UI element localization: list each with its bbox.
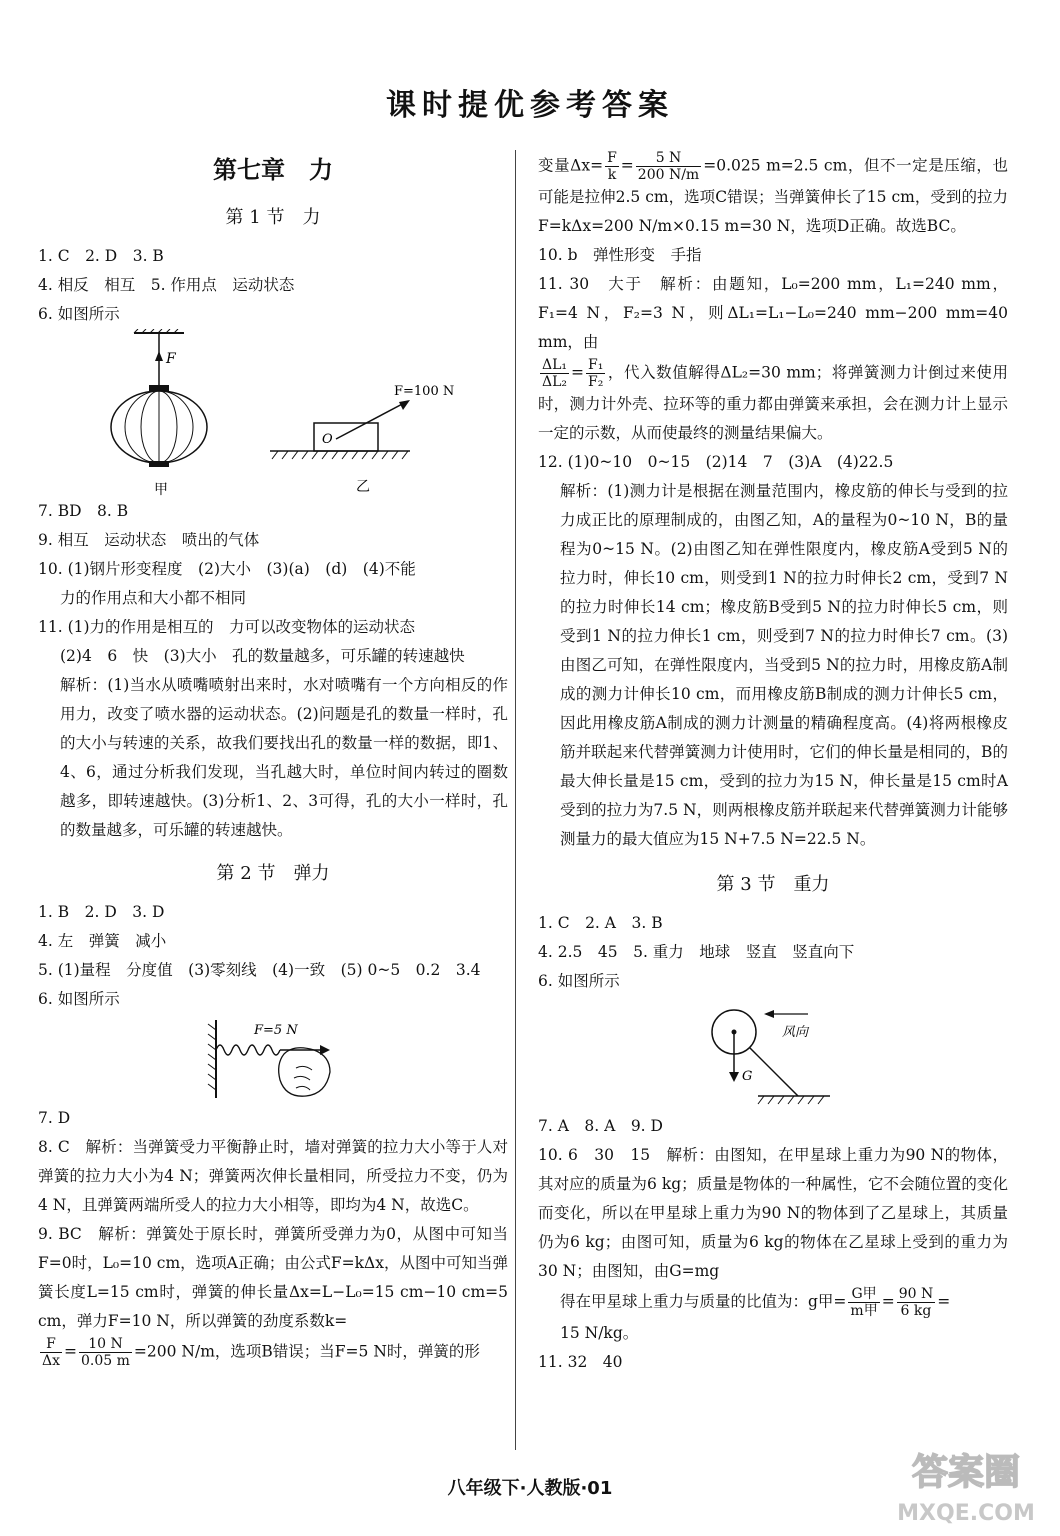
- answer-line: 10. b 弹性形变 手指: [538, 246, 702, 264]
- answer-line: 7. A 8. A 9. D: [538, 1117, 663, 1135]
- answer-paragraph: 11. 30 大于 解析：由题知，L₀=200 mm，L₁=240 mm，F₁=4 N，F₂=3 N，则ΔL₁=L₁−L₀=240 mm−200 mm=40 mm，由: [538, 275, 1008, 351]
- force-label-100N: F=100 N: [394, 384, 455, 399]
- wind-label: 风向: [782, 1025, 809, 1040]
- figure-lantern-and-block: [38, 329, 508, 497]
- fraction: $\frac{\text{F₁}}{\text{F₂}}$: [588, 357, 604, 390]
- point-label-O: O: [322, 432, 333, 447]
- answer-line: 7. D: [38, 1109, 71, 1127]
- fraction: $\frac{5 N}{200 N/m}$: [637, 150, 700, 183]
- answer-line: 12. (1)0~10 0~15 (2)14 7 (3)A (4)22.5: [538, 453, 894, 471]
- fraction: $\frac{\text{ΔL₁}}{\text{ΔL₂}}$: [542, 357, 568, 390]
- answer-paragraph: 9. BC 解析：弹簧处于原长时，弹簧所受弹力为0，从图中可知当F=0时，L₀=10 cm，选项A正确；由公式F=kΔx，从图中可知当弹簧长度L=15 cm时，弹簧的伸长量Δx=L−L₀=15 cm−10 cm=5 cm，弹力F=10 N，所以弹簧的劲度系数k=: [38, 1225, 508, 1330]
- page-title: 课时提优参考答案: [386, 88, 674, 123]
- force-diagram: [38, 329, 508, 497]
- answer-line: 力的作用点和大小都不相同: [60, 589, 247, 607]
- left-column: [38, 150, 508, 1369]
- spring-diagram: [38, 1014, 508, 1104]
- answer-paragraph: (2)4 6 快 (3)大小 孔的数量越多，可乐罐的转速越快: [60, 647, 465, 665]
- answer-line: 1. B 2. D 3. D: [38, 903, 165, 921]
- analysis-paragraph: 解析：(1)测力计是根据在测量范围内，橡皮筋的伸长与受到的拉力成正比的原理制成的，由图乙知，A的量程为0~10 N，B的量程为0~15 N。(2)由图乙知在弹性限度内，橡皮筋A受到5 N的拉力时，伸长10 cm，则受到1 N的拉力时伸长2 cm，受到7 N的拉力时伸长14 cm；橡皮筋B受到5 N的拉力时伸长5 cm，则受到1 N的拉力伸长1 cm，则受到7 N的拉力时伸长7 cm。(3)由图乙可知，在弹性限度内，当受到5 N的拉力时，用橡皮筋A制成的测力计伸长10 cm，而用橡皮筋B制成的测力计伸长5 cm，因此用橡皮筋A制成的测力计测量的精确程度高。(4)将两根橡皮筋并联起来代替弹簧测力计使用时，它们的伸长量是相同的，B的最大伸长量是15 cm，受到的拉力为15 N，伸长量是15 cm时A受到的拉力为7.5 N，则两根橡皮筋并联起来代替弹簧测力计能够测量力的最大值应为15 N+7.5 N=22.5 N。: [560, 482, 1008, 848]
- answer-paragraph: $\frac{\text{ΔL₁}}{\text{ΔL₂}}$ = $\frac{\text{F₁}}{\text{F₂}}$ ，代入数值解得ΔL₂=30 mm；将弹簧测力计倒过来使用时，测力计外壳、拉环等的重力都由弹簧来承担，会在测力计上显示一定的示数，从而使最终的测量结果偏大。: [538, 357, 1008, 442]
- answer-line: 5. (1)量程 分度值 (3)零刻线 (4)一致 (5) 0~5 0.2 3.4: [38, 961, 481, 979]
- watermark-logo: [886, 1440, 1046, 1530]
- force-label-5N: F=5 N: [254, 1023, 298, 1038]
- answer-line: 9. 相互 运动状态 喷出的气体: [38, 531, 260, 549]
- figure-label-yi: 乙: [356, 479, 370, 495]
- figure-ball-wind: [538, 996, 1008, 1112]
- fraction: $\frac{F}{k}$: [607, 150, 617, 183]
- answer-paragraph: 10. 6 30 15 解析：由图知，在甲星球上重力为90 N的物体，其对应的质量为6 kg；质量是物体的一种属性，它不会随位置的变化而变化，所以在甲星球上重力为90 N的物体到了乙星球上，其质量仍为6 kg；由图可知，质量为6 kg的物体在乙星球上受到的重力为30 N；由图知，由G=mg: [538, 1146, 1008, 1280]
- column-divider: [515, 150, 516, 1450]
- answer-line: 7. BD 8. B: [38, 502, 129, 520]
- page-footer: 八年级下·人教版·01: [447, 1478, 613, 1499]
- answer-line: 4. 左 弹簧 减小: [38, 932, 167, 950]
- answer-line: 10. (1)钢片形变程度 (2)大小 (3)(a) (d) (4)不能: [38, 560, 416, 578]
- analysis-paragraph: 解析：(1)当水从喷嘴喷射出来时，水对喷嘴有一个方向相反的作用力，改变了喷水器的运动状态。(2)问题是孔的数量一样时，孔的大小与转速的关系，故我们要找出孔的数量一样的数据，即1、4、6，通过分析我们发现，当孔越大时，单位时间内转过的圈数越多，即转速越快。(3)分析1、2、3可得，孔的大小一样时，孔的数量越多，可乐罐的转速越快。: [60, 676, 508, 839]
- fraction: $\frac{F}{\Delta x}$: [42, 1336, 61, 1369]
- answer-line: 4. 2.5 45 5. 重力 地球 竖直 竖直向下: [538, 943, 855, 961]
- answer-line: 15 N/kg。: [560, 1324, 639, 1342]
- answer-line: 4. 相反 相互 5. 作用点 运动状态: [38, 276, 295, 294]
- watermark-text: 答案圈: [911, 1452, 1021, 1493]
- figure-label-jia: 甲: [154, 482, 168, 497]
- answer-line: 1. C 2. D 3. B: [38, 247, 164, 265]
- fraction: $\frac{\text{G甲}}{\text{m甲}}$: [850, 1286, 878, 1319]
- answer-paragraph: $\frac{F}{\Delta x}$ = $\frac{10 N}{0.05 m}$ =200 N/m，选项B错误；当F=5 N时，弹簧的形: [42, 1336, 480, 1369]
- fraction: $\frac{10 N}{0.05 m}$: [81, 1336, 130, 1369]
- figure-spring: [38, 1014, 508, 1104]
- section-3-title: 第 3 节 重力: [716, 874, 830, 895]
- answer-line: 11. 32 40: [538, 1353, 623, 1371]
- answer-line: 1. C 2. A 3. B: [538, 914, 663, 932]
- right-column: [538, 150, 1008, 1377]
- gravity-diagram: [538, 996, 1008, 1112]
- chapter-title: 第七章 力: [213, 156, 333, 184]
- answer-line: 6. 如图所示: [538, 972, 620, 990]
- answer-line: 11. (1)力的作用是相互的 力可以改变物体的运动状态: [38, 618, 416, 636]
- answer-line: 6. 如图所示: [38, 305, 120, 323]
- section-2-title: 第 2 节 弹力: [216, 863, 330, 884]
- force-label-G: G: [742, 1069, 753, 1084]
- answer-paragraph: 8. C 解析：当弹簧受力平衡静止时，墙对弹簧的拉力大小等于人对弹簧的拉力大小为4 N；弹簧两次伸长量相同，所受拉力不变，仍为4 N，且弹簧两端所受人的拉力大小相等，即均为4 N，故选C。: [38, 1138, 508, 1214]
- answer-paragraph: 得在甲星球上重力与质量的比值为：g甲= $\frac{\text{G甲}}{\text{m甲}}$ = $\frac{90 N}{6 kg}$ =: [560, 1286, 951, 1319]
- watermark-url: MXQE.COM: [897, 1501, 1035, 1526]
- answer-line: 6. 如图所示: [38, 990, 120, 1008]
- force-label-F: F: [166, 351, 176, 367]
- fraction: $\frac{90 N}{6 kg}$: [898, 1286, 934, 1319]
- section-1-title: 第 1 节 力: [225, 207, 321, 228]
- answer-paragraph: 变量Δx= $\frac{F}{k}$ = $\frac{5 N}{200 N/m}$ =0.025 m=2.5 cm，但不一定是压缩，也可能是拉伸2.5 cm，选项C错误；当弹簧伸长了15 cm，受到的拉力F=kΔx=200 N/m×0.15 m=30 N，选项D正确。故选BC。: [538, 150, 1008, 235]
